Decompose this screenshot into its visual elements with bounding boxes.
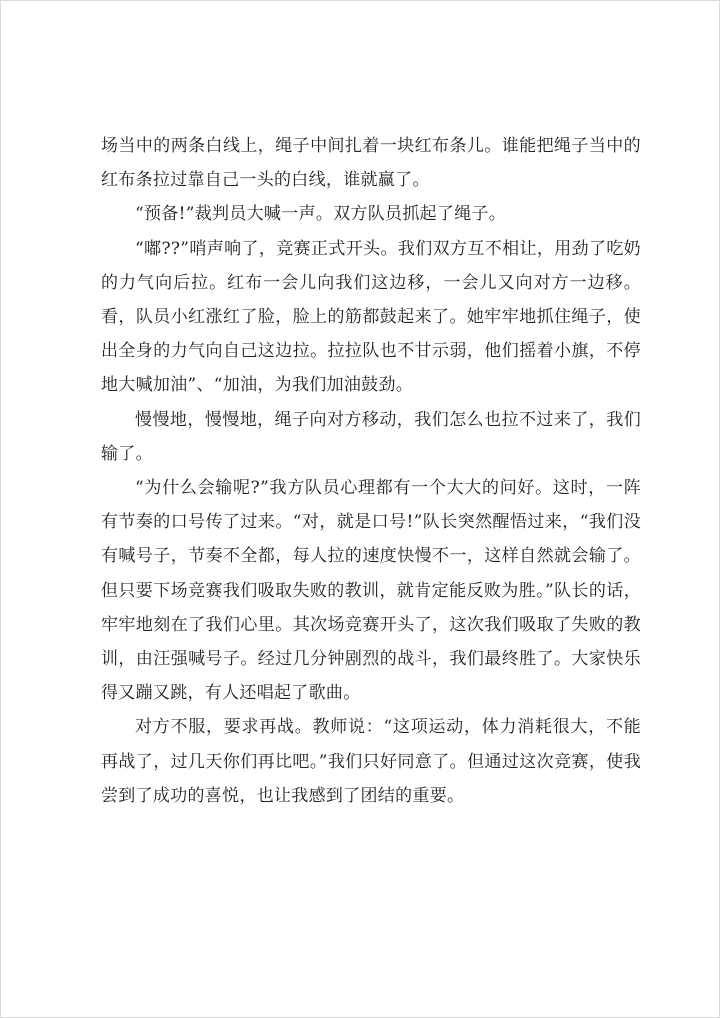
paragraph-6: 对方不服，要求再战。教师说：“这项运动，体力消耗很大，不能再战了，过几天你们再比吧。”我们只好同意了。但通过这次竞赛，使我尝到了成功的喜悦，也让我感到了团结的重要。 [101, 717, 641, 806]
document-body [101, 129, 641, 813]
paragraph-4: 慢慢地，慢慢地，绳子向对方移动，我们怎么也拉不过来了，我们输了。 [101, 409, 641, 464]
paragraph-1: 场当中的两条白线上，绳子中间扎着一块红布条儿。谁能把绳子当中的红布条拉过靠自己一头的白线，谁就赢了。 [101, 136, 641, 191]
paragraph-2: “预备!”裁判员大喊一声。双方队员抓起了绳子。 [135, 204, 507, 225]
paragraph-3: “嘟??”哨声响了，竞赛正式开头。我们双方互不相让，用劲了吃奶的力气向后拉。红布一会儿向我们这边移，一会儿又向对方一边移。看，队员小红涨红了脸，脸上的筋都鼓起来了。她牢牢地抓住绳子，使出全身的力气向自己这边拉。拉拉队也不甘示弱，他们摇着小旗，不停地大喊加油”、“加油，为我们加油鼓劲。 [101, 238, 641, 396]
paragraph-5: “为什么会输呢?”我方队员心理都有一个大大的问好。这时，一阵有节奏的口号传了过来。“对，就是口号!”队长突然醒悟过来，“我们没有喊号子，节奏不全都，每人拉的速度快慢不一，这样自然就会输了。但只要下场竞赛我们吸取失败的教训，就肯定能反败为胜。”队长的话，牢牢地刻在了我们心里。其次场竞赛开头了，这次我们吸取了失败的教训，由汪强喊号子。经过几分钟剧烈的战斗，我们最终胜了。大家快乐得又蹦又跳，有人还唱起了歌曲。 [101, 478, 641, 704]
